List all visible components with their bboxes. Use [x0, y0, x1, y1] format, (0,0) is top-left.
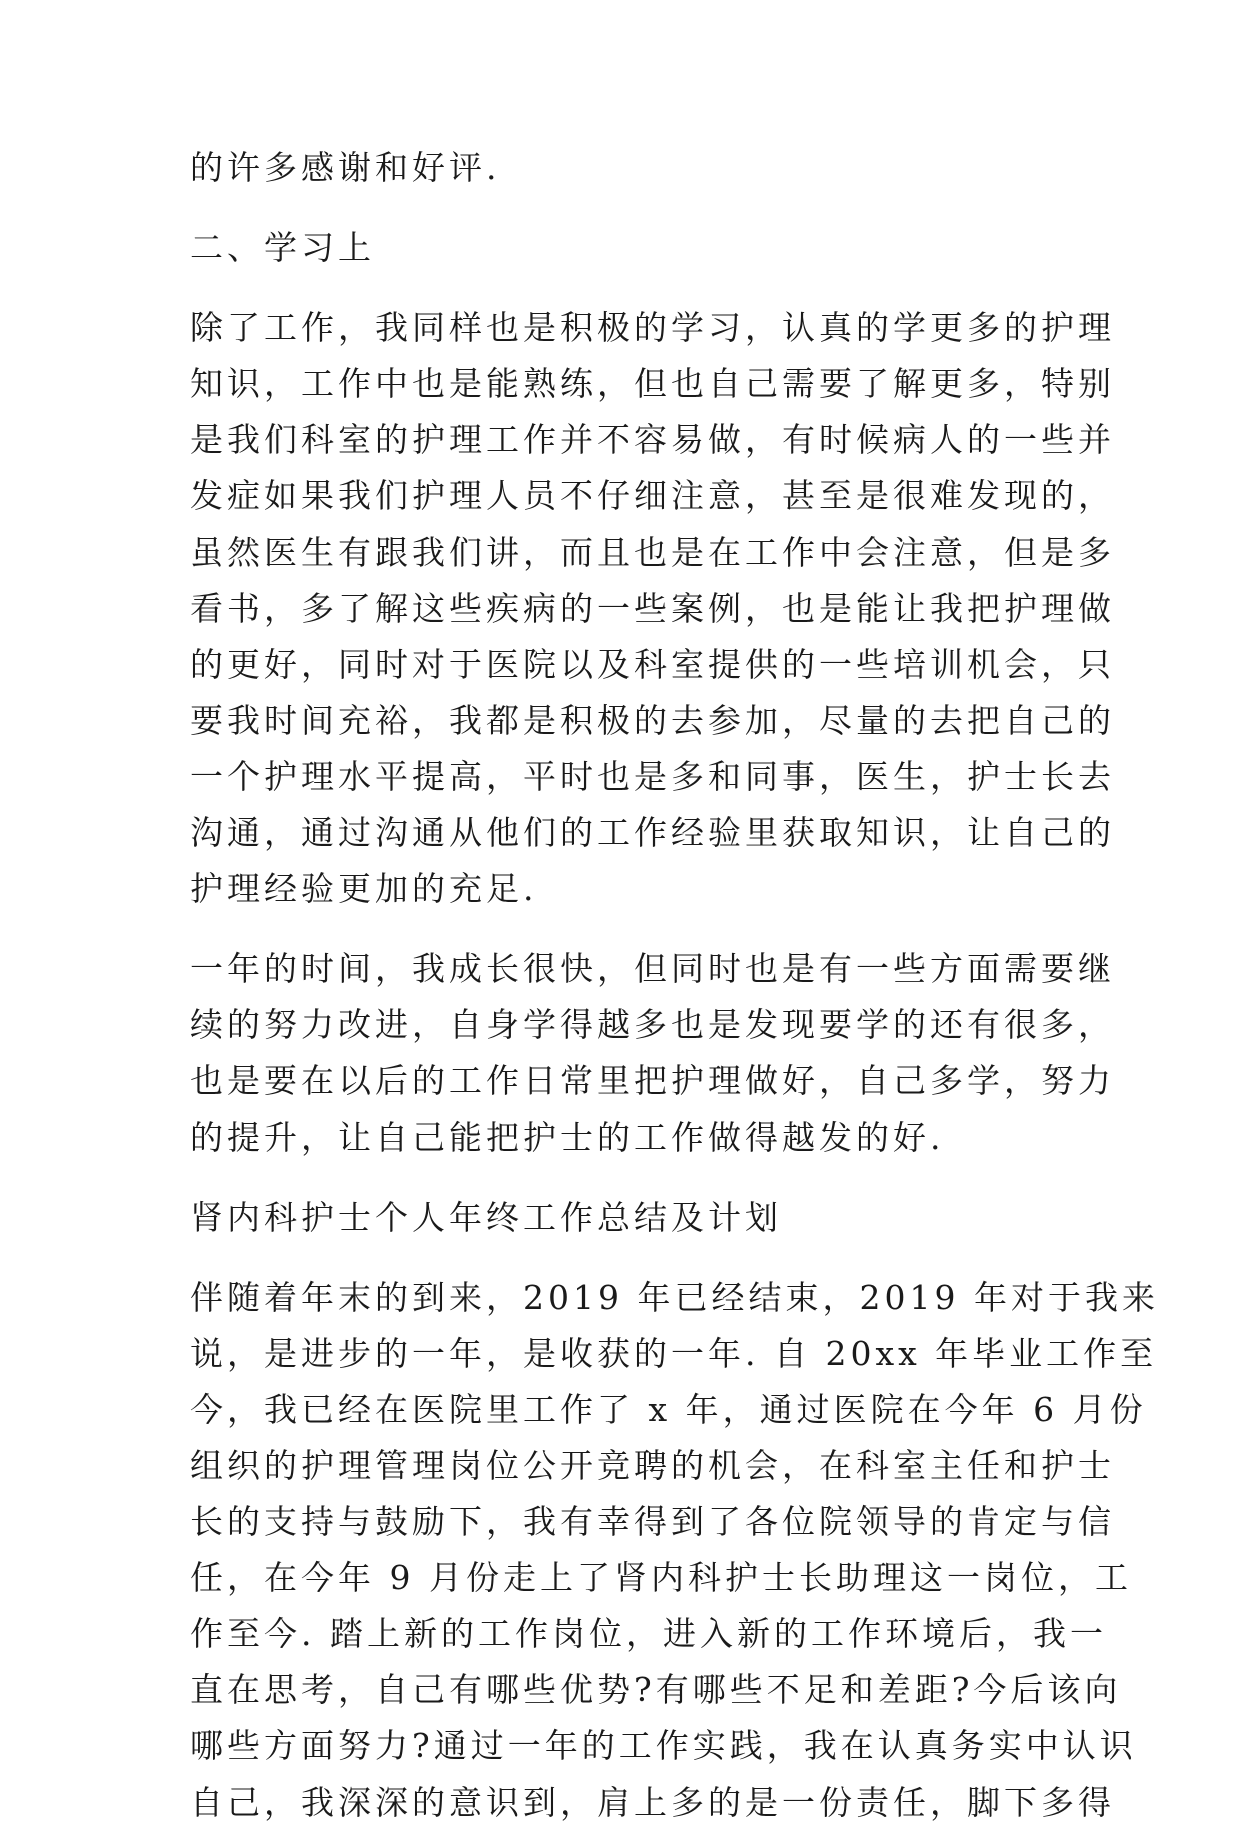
paragraph-line: 作至今. 踏上新的工作岗位，进入新的工作环境后，我一	[190, 1614, 1107, 1654]
paragraph	[190, 300, 1115, 917]
paragraph-line: 知识，工作中也是能熟练，但也自己需要了解更多，特别	[190, 364, 1115, 404]
paragraph-line: 的提升，让自己能把护士的工作做得越发的好.	[190, 1117, 945, 1157]
paragraph-line: 虽然医生有跟我们讲，而且也是在工作中会注意，但是多	[190, 532, 1115, 572]
paragraph-line: 直在思考，自己有哪些优势?有哪些不足和差距?今后该向	[190, 1670, 1122, 1710]
paragraph-line: 伴随着年末的到来，2019 年已经结束，2019 年对于我来	[190, 1277, 1159, 1317]
paragraph-line: 沟通，通过沟通从他们的工作经验里获取知识，让自己的	[190, 813, 1115, 853]
paragraph-line: 要我时间充裕，我都是积极的去参加，尽量的去把自己的	[190, 700, 1115, 740]
paragraph-line: 看书，多了解这些疾病的一些案例，也是能让我把护理做	[190, 588, 1115, 628]
paragraph-line: 组织的护理管理岗位公开竞聘的机会，在科室主任和护士	[190, 1445, 1115, 1485]
section-heading	[190, 1190, 1070, 1246]
paragraph-line: 今，我已经在医院里工作了 x 年，通过医院在今年 6 月份	[190, 1389, 1147, 1429]
paragraph-line: 哪些方面努力?通过一年的工作实践，我在认真务实中认识	[190, 1726, 1137, 1766]
section-heading	[190, 220, 1070, 276]
paragraph-line: 是我们科室的护理工作并不容易做，有时候病人的一些并	[190, 420, 1115, 460]
paragraph-line: 续的努力改进，自身学得越多也是发现要学的还有很多，	[190, 1005, 1115, 1045]
paragraph-line: 一个护理水平提高，平时也是多和同事，医生，护士长去	[190, 756, 1115, 796]
paragraph-line: 发症如果我们护理人员不仔细注意，甚至是很难发现的，	[190, 476, 1115, 516]
paragraph	[190, 1270, 1159, 1831]
paragraph-line: 的许多感谢和好评.	[190, 148, 501, 187]
paragraph-line: 除了工作，我同样也是积极的学习，认真的学更多的护理	[190, 308, 1115, 348]
paragraph	[190, 140, 1070, 196]
paragraph-line: 的更好，同时对于医院以及科室提供的一些培训机会，只	[190, 644, 1115, 684]
document-body	[190, 140, 1159, 1831]
paragraph-line: 长的支持与鼓励下，我有幸得到了各位院领导的肯定与信	[190, 1502, 1115, 1542]
paragraph-line: 一年的时间，我成长很快，但同时也是有一些方面需要继	[190, 949, 1115, 989]
paragraph	[190, 941, 1115, 1165]
paragraph-line: 也是要在以后的工作日常里把护理做好，自己多学，努力	[190, 1061, 1115, 1101]
paragraph-line: 任，在今年 9 月份走上了肾内科护士长助理这一岗位，工	[190, 1558, 1132, 1598]
heading-text: 二、学习上	[190, 228, 375, 268]
paragraph-line: 说，是进步的一年，是收获的一年. 自 20xx 年毕业工作至	[190, 1333, 1158, 1373]
paragraph-line: 自己，我深深的意识到，肩上多的是一份责任，脚下多得	[190, 1782, 1115, 1822]
heading-text: 肾内科护士个人年终工作总结及计划	[190, 1197, 782, 1237]
paragraph-line: 护理经验更加的充足.	[190, 869, 538, 909]
